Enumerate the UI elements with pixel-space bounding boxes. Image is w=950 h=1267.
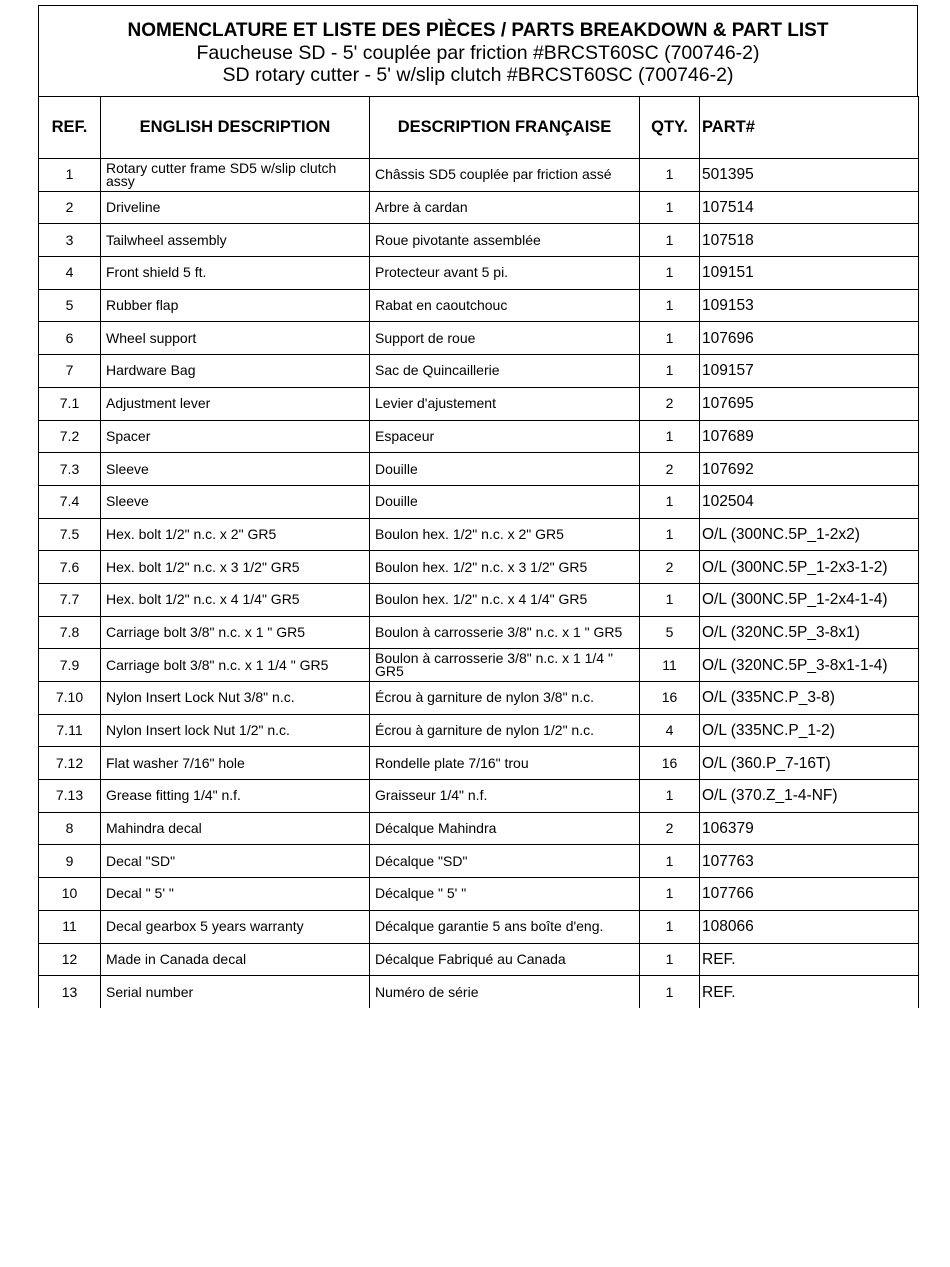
parts-table-body bbox=[39, 159, 919, 1008]
cell-french-description: Sac de Quincaillerie bbox=[370, 355, 640, 388]
cell-english-description: Hex. bolt 1/2" n.c. x 3 1/2" GR5 bbox=[101, 551, 370, 584]
cell-qty: 1 bbox=[640, 943, 700, 976]
cell-qty: 2 bbox=[640, 453, 700, 486]
cell-part-number: O/L (300NC.5P_1-2x2) bbox=[700, 518, 919, 551]
cell-english-description: Rubber flap bbox=[101, 289, 370, 322]
cell-ref: 3 bbox=[39, 224, 101, 257]
table-row bbox=[39, 257, 919, 290]
cell-english-description: Carriage bolt 3/8" n.c. x 1 1/4 " GR5 bbox=[101, 649, 370, 682]
cell-french-description: Boulon à carrosserie 3/8" n.c. x 1 " GR5 bbox=[370, 616, 640, 649]
cell-ref: 11 bbox=[39, 910, 101, 943]
title-line-2: Faucheuse SD - 5' couplée par friction #BRCST60SC (700746-2) bbox=[196, 42, 760, 64]
table-header-row bbox=[39, 97, 919, 159]
cell-qty: 16 bbox=[640, 682, 700, 715]
cell-qty: 1 bbox=[640, 224, 700, 257]
table-row bbox=[39, 289, 919, 322]
cell-french-description: Protecteur avant 5 pi. bbox=[370, 257, 640, 290]
cell-french-description: Levier d'ajustement bbox=[370, 387, 640, 420]
cell-qty: 1 bbox=[640, 910, 700, 943]
table-row bbox=[39, 551, 919, 584]
cell-ref: 7.11 bbox=[39, 714, 101, 747]
cell-ref: 1 bbox=[39, 159, 101, 192]
cell-ref: 7.7 bbox=[39, 583, 101, 616]
cell-qty: 1 bbox=[640, 845, 700, 878]
table-row bbox=[39, 453, 919, 486]
cell-french-description: Graisseur 1/4" n.f. bbox=[370, 780, 640, 813]
table-row bbox=[39, 583, 919, 616]
cell-english-description: Front shield 5 ft. bbox=[101, 257, 370, 290]
title-block bbox=[38, 5, 918, 97]
cell-part-number: 501395 bbox=[700, 159, 919, 192]
cell-part-number: O/L (300NC.5P_1-2x4-1-4) bbox=[700, 583, 919, 616]
cell-english-description: Wheel support bbox=[101, 322, 370, 355]
cell-qty: 5 bbox=[640, 616, 700, 649]
cell-french-description: Douille bbox=[370, 453, 640, 486]
cell-qty: 2 bbox=[640, 812, 700, 845]
cell-english-description: Made in Canada decal bbox=[101, 943, 370, 976]
cell-part-number: REF. bbox=[700, 976, 919, 1008]
cell-english-description: Grease fitting 1/4" n.f. bbox=[101, 780, 370, 813]
cell-part-number: O/L (360.P_7-16T) bbox=[700, 747, 919, 780]
cell-qty: 1 bbox=[640, 518, 700, 551]
cell-qty: 1 bbox=[640, 976, 700, 1008]
cell-english-description: Tailwheel assembly bbox=[101, 224, 370, 257]
cell-ref: 7.4 bbox=[39, 485, 101, 518]
cell-english-description: Mahindra decal bbox=[101, 812, 370, 845]
cell-french-description: Décalque Fabriqué au Canada bbox=[370, 943, 640, 976]
cell-english-description: Sleeve bbox=[101, 485, 370, 518]
cell-english-description: Rotary cutter frame SD5 w/slip clutch assy bbox=[101, 159, 370, 192]
header-ref: REF. bbox=[39, 97, 101, 159]
cell-french-description: Boulon hex. 1/2" n.c. x 2" GR5 bbox=[370, 518, 640, 551]
cell-french-description: Boulon hex. 1/2" n.c. x 4 1/4" GR5 bbox=[370, 583, 640, 616]
cell-ref: 7.13 bbox=[39, 780, 101, 813]
cell-english-description: Decal gearbox 5 years warranty bbox=[101, 910, 370, 943]
cell-qty: 2 bbox=[640, 551, 700, 584]
cell-ref: 9 bbox=[39, 845, 101, 878]
cell-qty: 1 bbox=[640, 191, 700, 224]
cell-french-description: Roue pivotante assemblée bbox=[370, 224, 640, 257]
cell-ref: 8 bbox=[39, 812, 101, 845]
cell-part-number: O/L (335NC.P_1-2) bbox=[700, 714, 919, 747]
header-part-number: PART# bbox=[700, 97, 919, 159]
title-line-1: NOMENCLATURE ET LISTE DES PIÈCES / PARTS BREAKDOWN & PART LIST bbox=[127, 20, 829, 41]
cell-qty: 1 bbox=[640, 355, 700, 388]
cell-ref: 4 bbox=[39, 257, 101, 290]
cell-part-number: O/L (370.Z_1-4-NF) bbox=[700, 780, 919, 813]
cell-french-description: Décalque Mahindra bbox=[370, 812, 640, 845]
cell-qty: 1 bbox=[640, 289, 700, 322]
table-row bbox=[39, 780, 919, 813]
table-row bbox=[39, 943, 919, 976]
cell-qty: 1 bbox=[640, 420, 700, 453]
cell-part-number: 107695 bbox=[700, 387, 919, 420]
cell-part-number: O/L (335NC.P_3-8) bbox=[700, 682, 919, 715]
cell-part-number: REF. bbox=[700, 943, 919, 976]
cell-english-description: Nylon Insert lock Nut 1/2" n.c. bbox=[101, 714, 370, 747]
table-row bbox=[39, 485, 919, 518]
cell-french-description: Rondelle plate 7/16" trou bbox=[370, 747, 640, 780]
table-row bbox=[39, 191, 919, 224]
cell-part-number: O/L (320NC.5P_3-8x1) bbox=[700, 616, 919, 649]
cell-french-description: Numéro de série bbox=[370, 976, 640, 1008]
cell-ref: 7.8 bbox=[39, 616, 101, 649]
cell-part-number: 109153 bbox=[700, 289, 919, 322]
cell-part-number: 108066 bbox=[700, 910, 919, 943]
table-row bbox=[39, 682, 919, 715]
cell-english-description: Hex. bolt 1/2" n.c. x 4 1/4" GR5 bbox=[101, 583, 370, 616]
cell-part-number: 107766 bbox=[700, 878, 919, 911]
cell-english-description: Hex. bolt 1/2" n.c. x 2" GR5 bbox=[101, 518, 370, 551]
table-row bbox=[39, 976, 919, 1008]
cell-english-description: Carriage bolt 3/8" n.c. x 1 " GR5 bbox=[101, 616, 370, 649]
cell-french-description: Boulon hex. 1/2" n.c. x 3 1/2" GR5 bbox=[370, 551, 640, 584]
parts-table bbox=[38, 96, 919, 1008]
cell-ref: 7.1 bbox=[39, 387, 101, 420]
cell-english-description: Decal "SD" bbox=[101, 845, 370, 878]
cell-french-description: Rabat en caoutchouc bbox=[370, 289, 640, 322]
table-row bbox=[39, 159, 919, 192]
cell-english-description: Hardware Bag bbox=[101, 355, 370, 388]
cell-ref: 7.9 bbox=[39, 649, 101, 682]
table-row bbox=[39, 845, 919, 878]
parts-sheet bbox=[38, 5, 918, 1008]
cell-part-number: O/L (320NC.5P_3-8x1-1-4) bbox=[700, 649, 919, 682]
cell-french-description: Support de roue bbox=[370, 322, 640, 355]
table-row bbox=[39, 322, 919, 355]
table-row bbox=[39, 420, 919, 453]
cell-qty: 1 bbox=[640, 257, 700, 290]
cell-part-number: O/L (300NC.5P_1-2x3-1-2) bbox=[700, 551, 919, 584]
cell-ref: 5 bbox=[39, 289, 101, 322]
cell-part-number: 107696 bbox=[700, 322, 919, 355]
cell-french-description: Écrou à garniture de nylon 3/8" n.c. bbox=[370, 682, 640, 715]
cell-qty: 11 bbox=[640, 649, 700, 682]
cell-english-description: Nylon Insert Lock Nut 3/8" n.c. bbox=[101, 682, 370, 715]
cell-qty: 1 bbox=[640, 159, 700, 192]
cell-qty: 1 bbox=[640, 878, 700, 911]
cell-ref: 10 bbox=[39, 878, 101, 911]
cell-english-description: Serial number bbox=[101, 976, 370, 1008]
cell-english-description: Flat washer 7/16" hole bbox=[101, 747, 370, 780]
cell-part-number: 109151 bbox=[700, 257, 919, 290]
table-row bbox=[39, 616, 919, 649]
cell-qty: 1 bbox=[640, 780, 700, 813]
cell-ref: 7.2 bbox=[39, 420, 101, 453]
header-french-description: DESCRIPTION FRANÇAISE bbox=[370, 97, 640, 159]
cell-part-number: 107763 bbox=[700, 845, 919, 878]
cell-english-description: Driveline bbox=[101, 191, 370, 224]
header-qty: QTY. bbox=[640, 97, 700, 159]
table-row bbox=[39, 224, 919, 257]
cell-french-description: Écrou à garniture de nylon 1/2" n.c. bbox=[370, 714, 640, 747]
table-row bbox=[39, 355, 919, 388]
cell-qty: 1 bbox=[640, 583, 700, 616]
table-row bbox=[39, 747, 919, 780]
cell-ref: 7.12 bbox=[39, 747, 101, 780]
cell-part-number: 107692 bbox=[700, 453, 919, 486]
cell-ref: 7 bbox=[39, 355, 101, 388]
cell-french-description: Décalque "SD" bbox=[370, 845, 640, 878]
cell-english-description: Spacer bbox=[101, 420, 370, 453]
table-row bbox=[39, 812, 919, 845]
cell-part-number: 107518 bbox=[700, 224, 919, 257]
cell-english-description: Decal " 5' " bbox=[101, 878, 370, 911]
cell-french-description: Décalque garantie 5 ans boîte d'eng. bbox=[370, 910, 640, 943]
table-row bbox=[39, 878, 919, 911]
header-english-description: ENGLISH DESCRIPTION bbox=[101, 97, 370, 159]
table-row bbox=[39, 714, 919, 747]
cell-ref: 6 bbox=[39, 322, 101, 355]
cell-ref: 7.5 bbox=[39, 518, 101, 551]
cell-ref: 13 bbox=[39, 976, 101, 1008]
cell-qty: 1 bbox=[640, 322, 700, 355]
cell-qty: 2 bbox=[640, 387, 700, 420]
cell-french-description: Décalque " 5' " bbox=[370, 878, 640, 911]
cell-english-description: Adjustment lever bbox=[101, 387, 370, 420]
cell-ref: 12 bbox=[39, 943, 101, 976]
cell-french-description: Arbre à cardan bbox=[370, 191, 640, 224]
cell-part-number: 106379 bbox=[700, 812, 919, 845]
cell-ref: 7.6 bbox=[39, 551, 101, 584]
cell-french-description: Châssis SD5 couplée par friction assé bbox=[370, 159, 640, 192]
cell-ref: 2 bbox=[39, 191, 101, 224]
cell-part-number: 102504 bbox=[700, 485, 919, 518]
cell-french-description: Espaceur bbox=[370, 420, 640, 453]
cell-english-description: Sleeve bbox=[101, 453, 370, 486]
cell-qty: 1 bbox=[640, 485, 700, 518]
cell-qty: 16 bbox=[640, 747, 700, 780]
table-row bbox=[39, 910, 919, 943]
cell-qty: 4 bbox=[640, 714, 700, 747]
cell-part-number: 107514 bbox=[700, 191, 919, 224]
table-row bbox=[39, 387, 919, 420]
cell-french-description: Boulon à carrosserie 3/8" n.c. x 1 1/4 " GR5 bbox=[370, 649, 640, 682]
cell-ref: 7.10 bbox=[39, 682, 101, 715]
cell-ref: 7.3 bbox=[39, 453, 101, 486]
table-row bbox=[39, 518, 919, 551]
title-line-3: SD rotary cutter - 5' w/slip clutch #BRCST60SC (700746-2) bbox=[222, 64, 734, 86]
cell-part-number: 107689 bbox=[700, 420, 919, 453]
cell-french-description: Douille bbox=[370, 485, 640, 518]
table-row bbox=[39, 649, 919, 682]
cell-part-number: 109157 bbox=[700, 355, 919, 388]
